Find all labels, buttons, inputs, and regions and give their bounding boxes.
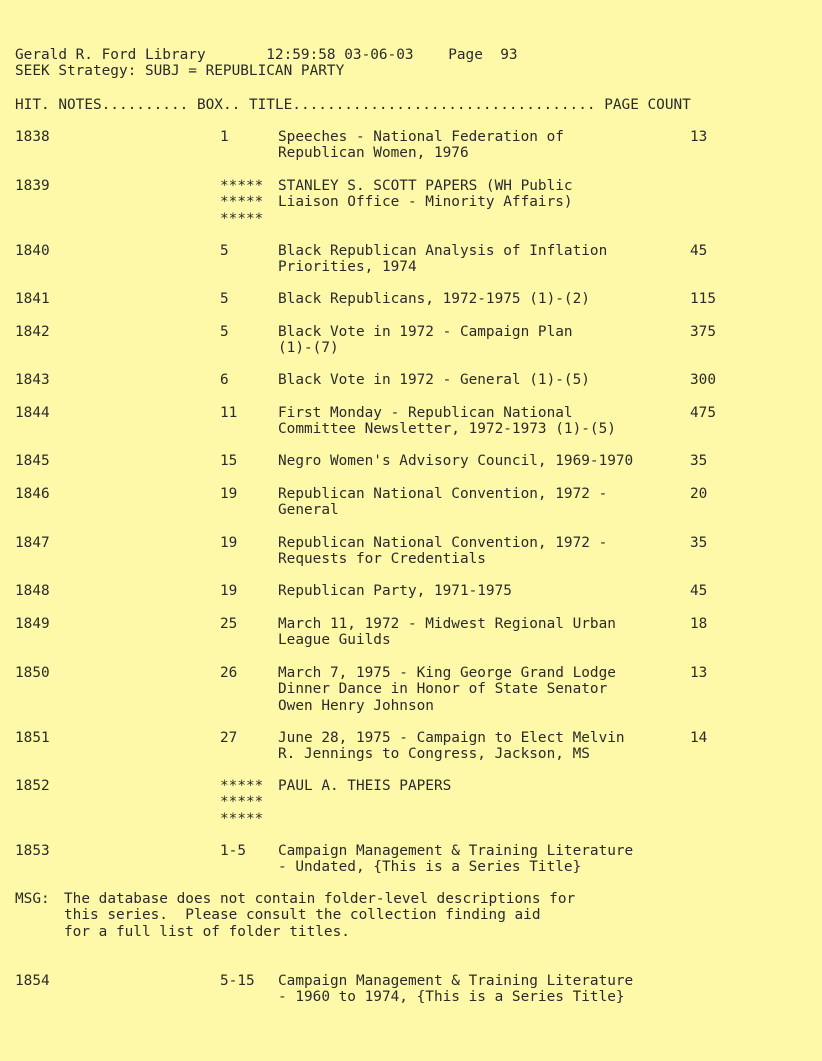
report-header [15,47,518,63]
folder-title: Republican Party, 1971-1975 [278,583,512,599]
hit-number: 1850 [15,665,50,681]
folder-title: Negro Women's Advisory Council, 1969-1970 [278,453,634,469]
hit-number: 1854 [15,973,50,989]
page-label: Page [448,47,483,63]
box-number: 26 [220,665,238,681]
report-time: 12:59:58 [266,47,336,63]
box-number: 19 [220,535,238,551]
page-count: 13 [690,665,708,681]
folder-title: Black Republicans, 1972-1975 (1)-(2) [278,291,590,307]
page-count: 20 [690,486,708,502]
folder-title: Black Vote in 1972 - General (1)-(5) [278,372,590,388]
box-number: 25 [220,616,238,632]
page-count: 18 [690,616,708,632]
hit-number: 1852 [15,778,50,794]
folder-title: STANLEY S. SCOTT PAPERS (WH Public Liaison Office - Minority Affairs) [278,178,573,211]
box-number: 1-5 [220,843,246,859]
col-notes: NOTES.......... [58,97,189,113]
report-date: 03-06-03 [344,47,414,63]
folder-title: Black Republican Analysis of Inflation Priorities, 1974 [278,243,608,276]
record-row [0,178,822,238]
box-number: 27 [220,730,238,746]
page-count: 14 [690,730,708,746]
page-count: 115 [690,291,716,307]
search-strategy: SEEK Strategy: SUBJ = REPUBLICAN PARTY [15,63,345,79]
hit-number: 1845 [15,453,50,469]
page-count: 35 [690,535,708,551]
hit-number: 1847 [15,535,50,551]
box-number: ***** ***** ***** [220,778,264,827]
box-number: 5 [220,324,229,340]
folder-title: Black Vote in 1972 - Campaign Plan (1)-(7) [278,324,573,357]
folder-title: March 11, 1972 - Midwest Regional Urban League Guilds [278,616,616,649]
page-count: 45 [690,243,708,259]
page-number: 93 [500,47,518,63]
col-title: TITLE................................... [248,97,596,113]
folder-title: Speeches - National Federation of Republican Women, 1976 [278,129,564,162]
box-number: 19 [220,583,238,599]
column-headers [15,97,691,113]
folder-title: Campaign Management & Training Literature - Undated, {This is a Series Title} [278,843,634,876]
page-count: 45 [690,583,708,599]
page-count: 375 [690,324,716,340]
hit-number: 1839 [15,178,50,194]
hit-number: 1851 [15,730,50,746]
message-label: MSG: [15,891,50,907]
box-number: 5 [220,291,229,307]
library-name: Gerald R. Ford Library [15,47,206,63]
box-number: 11 [220,405,238,421]
box-number: 5-15 [220,973,255,989]
box-number: 6 [220,372,229,388]
page-count: 475 [690,405,716,421]
message-text: The database does not contain folder-level descriptions for this series. Please consult the collection finding aid for a full list of folder titles. [64,891,576,940]
box-number: 19 [220,486,238,502]
col-page-count: PAGE COUNT [604,97,691,113]
folder-title: March 7, 1975 - King George Grand Lodge Dinner Dance in Honor of State Senator Owen Henry Johnson [278,665,616,714]
box-number: ***** ***** ***** [220,178,264,227]
folder-title: First Monday - Republican National Committee Newsletter, 1972-1973 (1)-(5) [278,405,616,438]
box-number: 5 [220,243,229,259]
folder-title: June 28, 1975 - Campaign to Elect Melvin R. Jennings to Congress, Jackson, MS [278,730,625,763]
folder-title: Republican National Convention, 1972 - Requests for Credentials [278,535,608,568]
hit-number: 1844 [15,405,50,421]
folder-title: Campaign Management & Training Literature - 1960 to 1974, {This is a Series Title} [278,973,634,1006]
page-count: 35 [690,453,708,469]
hit-number: 1846 [15,486,50,502]
page-count: 13 [690,129,708,145]
folder-title: PAUL A. THEIS PAPERS [278,778,452,794]
col-hit: HIT. [15,97,50,113]
record-row [0,973,822,1033]
folder-title: Republican National Convention, 1972 - General [278,486,608,519]
col-box: BOX.. [196,97,241,113]
hit-number: 1849 [15,616,50,632]
hit-number: 1848 [15,583,50,599]
hit-number: 1838 [15,129,50,145]
hit-number: 1853 [15,843,50,859]
hit-number: 1840 [15,243,50,259]
record-row [0,778,822,838]
box-number: 15 [220,453,238,469]
page-count: 300 [690,372,716,388]
hit-number: 1842 [15,324,50,340]
box-number: 1 [220,129,229,145]
record-row [0,665,822,725]
hit-number: 1841 [15,291,50,307]
hit-number: 1843 [15,372,50,388]
